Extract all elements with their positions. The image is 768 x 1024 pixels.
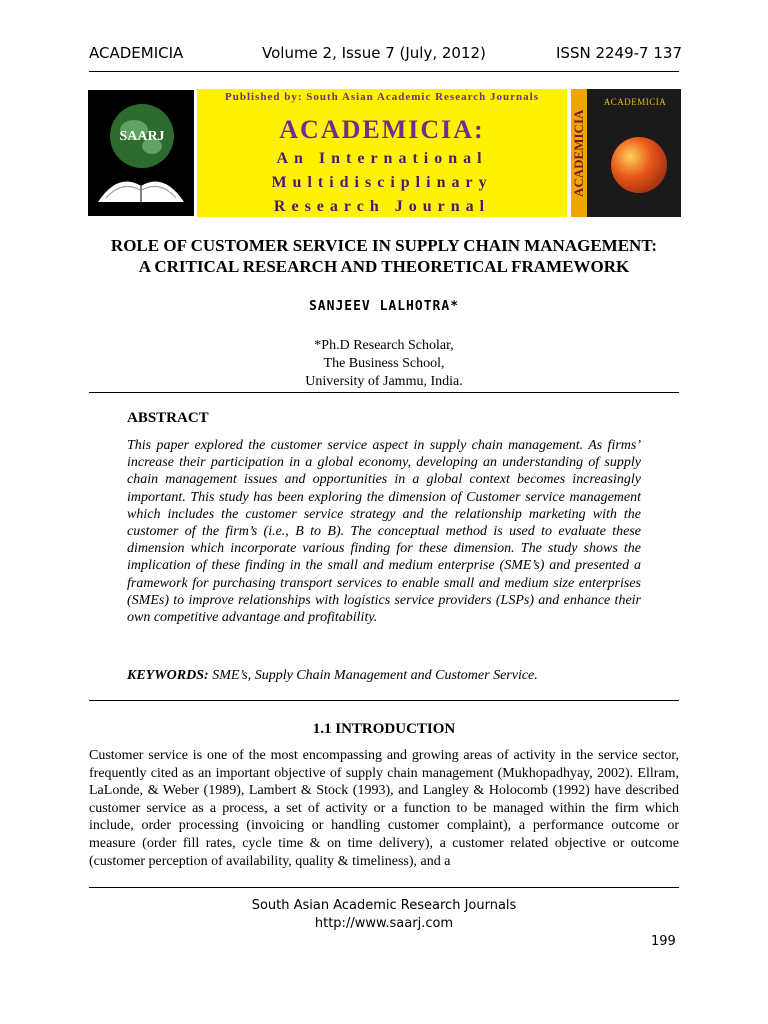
footer-url[interactable]: http://www.saarj.com xyxy=(314,916,454,931)
logo-text: SAARJ xyxy=(119,129,165,144)
journal-banner xyxy=(197,89,567,217)
header-journal: ACADEMICIA xyxy=(89,44,184,62)
journal-cover-image xyxy=(571,89,681,217)
affiliation-line: The Business School, xyxy=(323,356,445,371)
abstract-top-rule xyxy=(89,392,679,393)
banner-publisher: Published by: South Asian Academic Research Journals xyxy=(224,91,539,103)
banner-journal-name: ACADEMICIA: xyxy=(279,115,485,144)
introduction-text: Customer service is one of the most encompassing and growing areas of activity in the service sector, frequently cited as an important objective of supply chain management (Mukhopadhyay, 2002). Ellram, LaLonde, & Weber (1989), Lambert & Stock (1993), and Langley & Holocomb (1992) have described customer service as a process, a set of activity or a function to be managed within the firm which include, order processing (invoicing or handling customer complaint), a performance outcome or measure (order fill rates, cycle time & on time delivery), a customer related objective or outcome (customer perception of availability, quality & timeliness), and a xyxy=(89,748,679,869)
header-rule xyxy=(89,71,679,72)
cover-side-text: ACADEMICIA xyxy=(571,89,587,217)
banner-line2: Multidisciplinary xyxy=(271,174,493,191)
page-number: 199 xyxy=(651,934,676,949)
affiliation-line: *Ph.D Research Scholar, xyxy=(314,338,454,353)
abstract-heading: ABSTRACT xyxy=(127,410,209,426)
paper-title-line2: A CRITICAL RESEARCH AND THEORETICAL FRAMEWORK xyxy=(138,257,630,276)
paper-author: SANJEEV LALHOTRA* xyxy=(308,299,460,314)
header-volume: Volume 2, Issue 7 (July, 2012) xyxy=(262,44,486,62)
footer-publisher: South Asian Academic Research Journals xyxy=(251,898,517,913)
author-affiliation xyxy=(0,337,768,391)
keywords xyxy=(127,668,538,684)
cover-title: ACADEMICIA xyxy=(603,97,667,107)
running-header xyxy=(0,44,768,70)
paper-title-line1: ROLE OF CUSTOMER SERVICE IN SUPPLY CHAIN MANAGEMENT: xyxy=(110,236,658,255)
footer-rule xyxy=(89,887,679,888)
banner-line3: Research Journal xyxy=(273,198,491,215)
saarj-logo xyxy=(88,90,194,216)
page-footer xyxy=(0,897,768,933)
keywords-text: SME’s, Supply Chain Management and Customer Service. xyxy=(212,668,538,683)
keywords-label: KEYWORDS: xyxy=(127,668,209,683)
abstract-text: This paper explored the customer service aspect in supply chain management. As firms’ increase their participation in a global economy, developing an understanding of supply chain management issues and opportunities in a global context becomes increasingly important. This study has been exploring the dimension of Customer service management which includes the customer service strategy and the relationship marketing with the customer of the firm’s (i.e., B to B). The conceptual method is used to evaluate these dimension which incorporate various finding for these dimension. The study shows the implication of these finding in the small and medium enterprise (SME’s) and presented a framework for purchasing transport services to enable small and medium size enterprises (SMEs) to improve relationships with logistics service providers (LSPs) and enhance their own competitive advantage and profitability. xyxy=(127,438,641,626)
affiliation-line: University of Jammu, India. xyxy=(305,374,463,389)
globe-icon xyxy=(611,137,667,193)
abstract-bottom-rule xyxy=(89,700,679,701)
header-issn: ISSN 2249-7 137 xyxy=(556,44,682,62)
section-heading: 1.1 INTRODUCTION xyxy=(312,721,456,737)
banner-line1: An International xyxy=(276,150,488,167)
